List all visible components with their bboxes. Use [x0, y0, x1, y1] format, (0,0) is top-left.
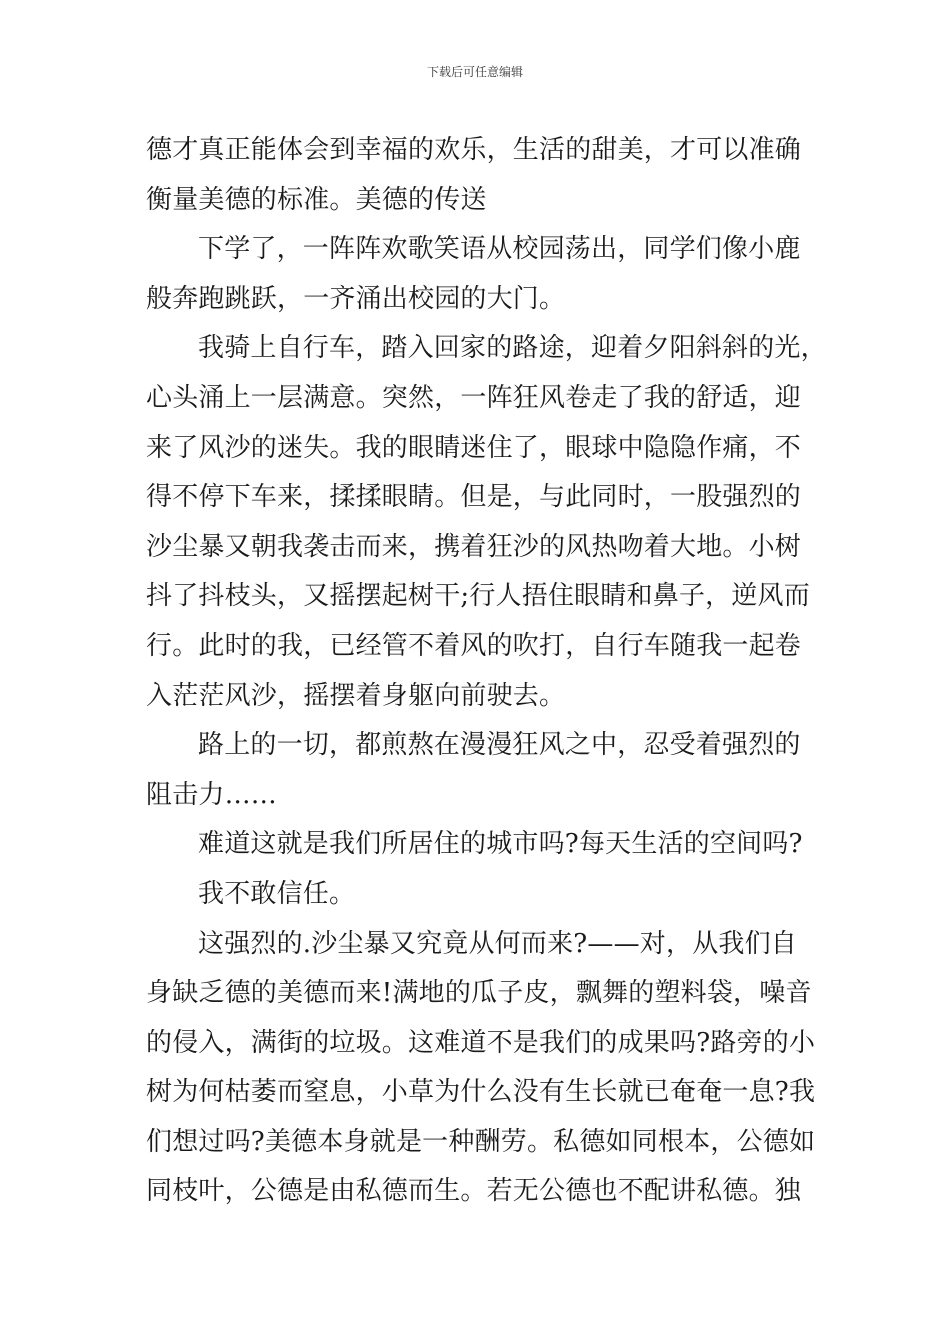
paragraph-start-line: 我骑上自行车，踏入回家的路途，迎着夕阳斜斜的光， [198, 333, 827, 364]
page-header-note: 下载后可任意编辑 [426, 65, 523, 79]
text-line: 阻击力…… [146, 779, 278, 810]
paragraph-start-line: 下学了，一阵阵欢歌笑语从校园荡出，同学们像小鹿 [198, 234, 801, 265]
text-line: 入茫茫风沙，摇摆着身躯向前驶去。 [146, 680, 566, 711]
text-line: 的侵入，满街的垃圾。这难道不是我们的成果吗?路旁的小 [146, 1027, 816, 1058]
text-line: 般奔跑跳跃，一齐涌出校园的大门。 [146, 283, 566, 314]
document-body [146, 126, 836, 1217]
text-line: 树为何枯萎而窒息，小草为什么没有生长就已奄奄一息?我 [146, 1077, 816, 1108]
text-line: 身缺乏德的美德而来!满地的瓜子皮，飘舞的塑料袋，噪音 [146, 978, 812, 1009]
text-line: 衡量美德的标准。美德的传送 [146, 184, 487, 215]
text-line: 行。此时的我，已经管不着风的吹打，自行车随我一起卷 [146, 630, 802, 661]
text-line: 同枝叶，公德是由私德而生。若无公德也不配讲私德。独 [146, 1176, 802, 1207]
text-line: 得不停下车来，揉揉眼睛。但是，与此同时，一股强烈的 [146, 482, 802, 513]
paragraph-start-line: 我不敢信任。 [198, 878, 356, 909]
text-line: 们想过吗?美德本身就是一种酬劳。私德如同根本，公德如 [146, 1126, 816, 1157]
paragraph-start-line: 路上的一切，都煎熬在漫漫狂风之中，忍受着强烈的 [198, 730, 801, 761]
text-line: 心头涌上一层满意。突然，一阵狂风卷走了我的舒适，迎 [146, 382, 802, 413]
text-line: 德才真正能体会到幸福的欢乐，生活的甜美，才可以准确 [146, 135, 802, 165]
text-line: 抖了抖枝头，又摇摆起树干;行人捂住眼睛和鼻子，逆风而 [146, 581, 810, 612]
paragraph-start-line: 这强烈的.沙尘暴又究竟从何而来?——对，从我们自 [198, 928, 798, 959]
paragraph-start-line: 难道这就是我们所居住的城市吗?每天生活的空间吗? [198, 829, 803, 860]
text-line: 沙尘暴又朝我袭击而来，携着狂沙的风热吻着大地。小树 [146, 531, 802, 562]
text-line: 来了风沙的迷失。我的眼睛迷住了，眼球中隐隐作痛，不 [146, 432, 802, 463]
